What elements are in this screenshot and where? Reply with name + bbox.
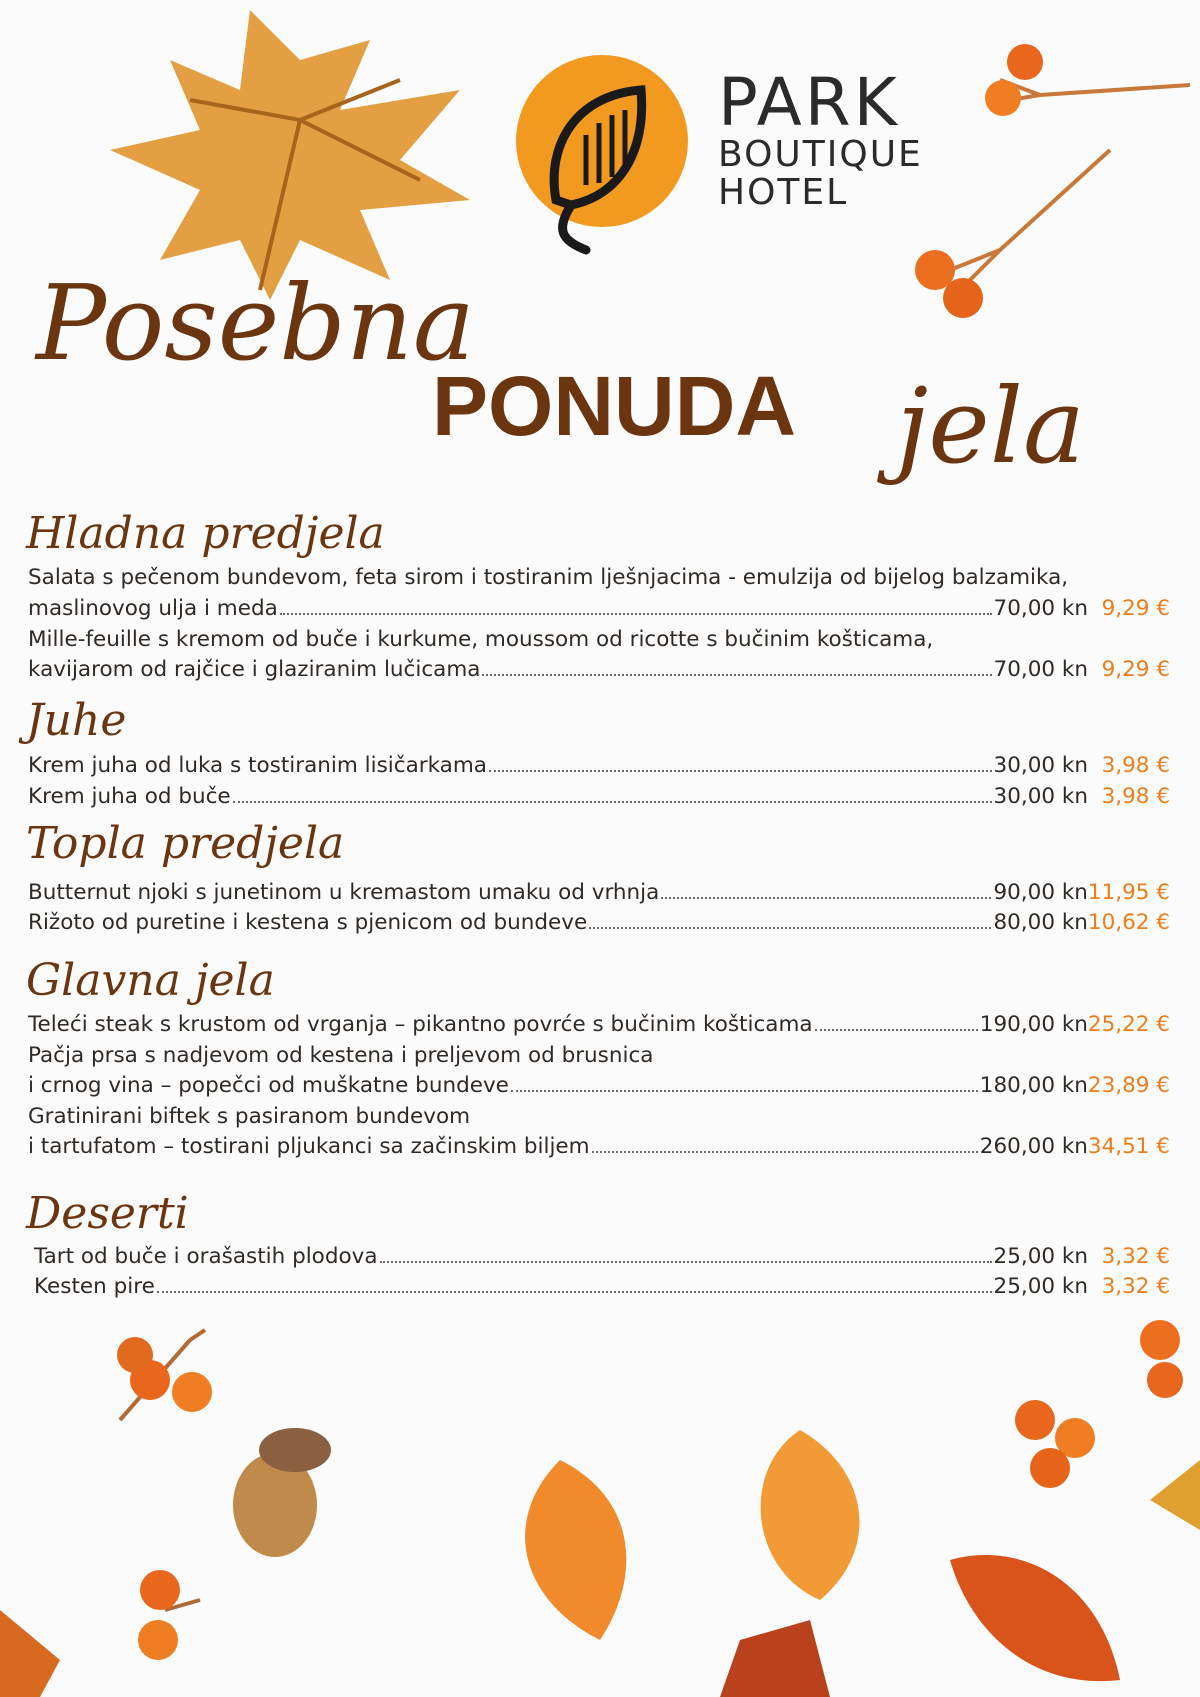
dotted-leader — [589, 926, 991, 929]
section-title-glavna: Glavna jela — [26, 955, 275, 1006]
title-part-2: PONUDA — [432, 359, 797, 453]
menu-item-text: Butternut njoki s junetinom u kremastom umaku od vrhnja — [28, 880, 660, 905]
menu-item-text: Krem juha od buče — [28, 784, 231, 809]
menu-item-text: Tart od buče i orašastih plodova — [34, 1244, 378, 1269]
dotted-leader — [157, 1290, 992, 1293]
brand-line-2: BOUTIQUE — [718, 134, 923, 175]
price-kn: 30,00 kn — [993, 784, 1088, 809]
menu-item — [28, 751, 1170, 781]
menu-item — [34, 1272, 1170, 1302]
menu-item — [28, 1010, 1170, 1040]
menu-item-text: i tartufatom – tostirani pljukanci sa začinskim biljem — [28, 1134, 590, 1159]
price-eur: 9,29 € — [1101, 596, 1170, 621]
price-eur: 9,29 € — [1101, 657, 1170, 682]
menu-item — [28, 655, 1170, 685]
bottom-leaves-icon — [0, 1320, 1200, 1697]
price-kn: 70,00 kn — [993, 596, 1088, 621]
menu-item-text: Mille-feuille s kremom od buče i kurkume, moussom od ricotte s bučinim košticama, — [28, 627, 934, 652]
menu-item-text: Gratinirani biftek s pasiranom bundevom — [28, 1104, 471, 1129]
dotted-leader — [511, 1089, 978, 1092]
price-eur: 25,22 € — [1087, 1012, 1170, 1037]
menu-item-text: i crnog vina – popečci od muškatne bundeve — [28, 1073, 509, 1098]
price-eur: 10,62 € — [1087, 910, 1170, 935]
leaf-logo-icon — [516, 55, 688, 255]
menu-item — [34, 1242, 1170, 1272]
dotted-leader — [380, 1260, 992, 1263]
price-eur: 23,89 € — [1087, 1073, 1170, 1098]
price-eur: 34,51 € — [1087, 1134, 1170, 1159]
menu-item — [28, 1071, 1170, 1101]
menu-item-text: maslinovog ulja i meda — [28, 596, 278, 621]
brand-line-1: PARK — [718, 64, 900, 141]
menu-item — [28, 908, 1170, 938]
price-kn: 260,00 kn — [979, 1134, 1088, 1159]
menu-item — [28, 594, 1170, 624]
dotted-leader — [815, 1028, 978, 1031]
price-kn: 90,00 kn — [993, 880, 1088, 905]
brand-name — [718, 64, 923, 213]
menu-item — [28, 878, 1170, 908]
menu-item-text: kavijarom od rajčice i glaziranim lučicama — [28, 657, 481, 682]
menu-item-text: Teleći steak s krustom od vrganja – pikantno povrće s bučinim košticama — [28, 1012, 813, 1037]
dotted-leader — [489, 769, 992, 772]
dotted-leader — [592, 1150, 978, 1153]
dotted-leader — [233, 800, 992, 803]
price-eur: 3,98 € — [1101, 753, 1170, 778]
section-title-topla: Topla predjela — [26, 818, 345, 869]
dotted-leader — [661, 896, 991, 899]
section-title-hladna: Hladna predjela — [26, 508, 385, 559]
menu-item-text: Rižoto od puretine i kestena s pjenicom od bundeve — [28, 910, 588, 935]
price-kn: 190,00 kn — [979, 1012, 1088, 1037]
price-kn: 70,00 kn — [993, 657, 1088, 682]
price-kn: 25,00 kn — [993, 1244, 1088, 1269]
brand-line-3: HOTEL — [718, 172, 849, 213]
menu-item-text: Salata s pečenom bundevom, feta sirom i tostiranim lješnjacima - emulzija od bijelog balzamika, — [28, 565, 1069, 590]
section-title-juhe: Juhe — [26, 695, 127, 746]
title-part-1: Posebna — [36, 262, 475, 384]
rowan-berries-icon — [915, 44, 1190, 318]
price-kn: 30,00 kn — [993, 753, 1088, 778]
title-part-3: jela — [896, 365, 1086, 487]
price-eur: 3,32 € — [1101, 1274, 1170, 1299]
dotted-leader — [482, 673, 991, 676]
price-eur: 3,98 € — [1101, 784, 1170, 809]
price-eur: 11,95 € — [1087, 880, 1170, 905]
maple-leaf-icon — [110, 10, 470, 300]
menu-item-text: Pačja prsa s nadjevom od kestena i preljevom od brusnica — [28, 1043, 654, 1068]
price-kn: 25,00 kn — [993, 1274, 1088, 1299]
section-title-deserti: Deserti — [26, 1188, 189, 1239]
dotted-leader — [280, 612, 992, 615]
menu-item — [28, 782, 1170, 812]
price-kn: 80,00 kn — [993, 910, 1088, 935]
price-kn: 180,00 kn — [979, 1073, 1088, 1098]
price-eur: 3,32 € — [1101, 1244, 1170, 1269]
menu-item — [28, 1132, 1170, 1162]
menu-item-text: Kesten pire — [34, 1274, 155, 1299]
menu-item-text: Krem juha od luka s tostiranim lisičarkama — [28, 753, 487, 778]
